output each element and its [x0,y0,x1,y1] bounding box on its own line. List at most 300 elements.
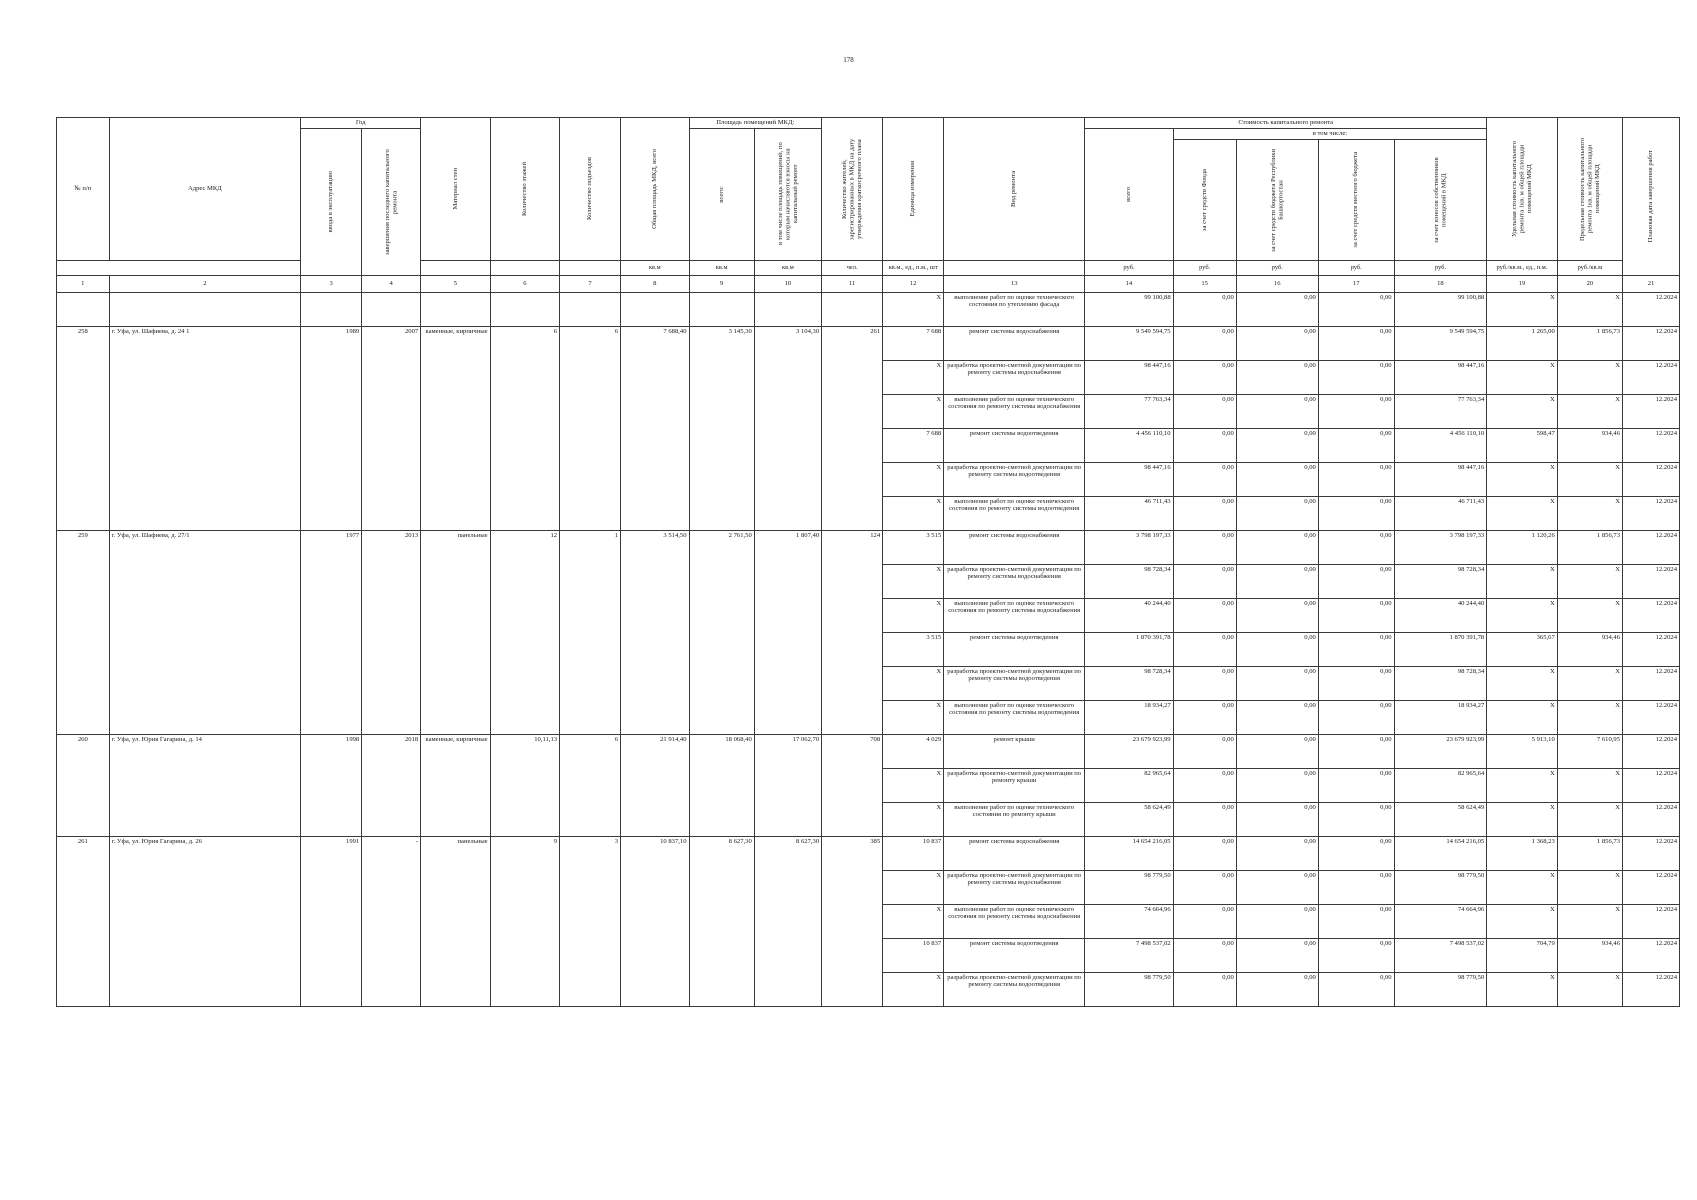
unit-cell: X [883,870,944,904]
cost-local-cell: 0,00 [1318,496,1394,530]
column-number: 6 [490,275,559,292]
premises-total-cell [689,768,754,802]
address-cell [109,700,301,734]
cost-fund-cell: 0,00 [1173,462,1236,496]
wall-material-cell [421,972,490,1006]
planned-date-cell: 12.2024 [1623,802,1680,836]
header-unit: Единица измерения [883,118,944,261]
specific-cost-cell: 365,67 [1487,632,1558,666]
cost-owners-cell: 77 763,34 [1394,394,1487,428]
residents-cell [822,462,883,496]
row-number: 260 [57,734,110,768]
row-number [57,564,110,598]
work-type-cell: разработка проектно-сметной документации по ремонту системы водоотведения [944,462,1085,496]
unit-cell: 3 515 [883,632,944,666]
cost-fund-cell: 0,00 [1173,700,1236,734]
floors-cell [490,768,559,802]
residents-cell [822,292,883,326]
entrances-cell [560,564,621,598]
cost-fund-cell: 0,00 [1173,564,1236,598]
year-repair-cell [362,360,421,394]
year-repair-cell: 2007 [362,326,421,360]
row-number: 259 [57,530,110,564]
premises-total-cell [689,428,754,462]
unit-cell: X [883,768,944,802]
planned-date-cell: 12.2024 [1623,530,1680,564]
cost-total-cell: 18 934,27 [1085,700,1173,734]
planned-date-cell: 12.2024 [1623,938,1680,972]
header-year-commission: ввода в эксплуатацию [301,129,362,276]
cost-fund-cell: 0,00 [1173,632,1236,666]
cost-owners-cell: 14 654 216,05 [1394,836,1487,870]
year-repair-cell [362,972,421,1006]
planned-date-cell: 12.2024 [1623,768,1680,802]
specific-cost-cell: X [1487,666,1558,700]
premises-fund-cell: 1 807,40 [754,530,821,564]
cost-total-cell: 58 624,49 [1085,802,1173,836]
column-number: 9 [689,275,754,292]
premises-fund-cell [754,972,821,1006]
cost-local-cell: 0,00 [1318,564,1394,598]
cost-local-cell: 0,00 [1318,462,1394,496]
work-type-cell: разработка проектно-сметной документации по ремонту системы водоснабжения [944,870,1085,904]
cost-total-cell: 46 711,43 [1085,496,1173,530]
cost-total-cell: 7 498 537,02 [1085,938,1173,972]
planned-date-cell: 12.2024 [1623,428,1680,462]
column-number: 15 [1173,275,1236,292]
capital-repair-table [56,117,1680,1007]
premises-total-cell [689,938,754,972]
cost-republic-cell: 0,00 [1236,938,1318,972]
work-type-cell: ремонт системы водоснабжения [944,326,1085,360]
limit-cost-cell: 934,46 [1557,428,1622,462]
total-area-cell [621,462,689,496]
limit-cost-cell: X [1557,768,1622,802]
residents-cell [822,904,883,938]
residents-cell [822,802,883,836]
header-premises-total: всего: [689,129,754,261]
residents-cell [822,666,883,700]
address-cell: г. Уфа, ул. Шафиева, д. 24 1 [109,326,301,360]
premises-total-cell: 2 761,50 [689,530,754,564]
wall-material-cell [421,496,490,530]
address-cell [109,768,301,802]
header-limit-cost: Предельная стоимость капитального ремонта 1кв. м общей площади помещений МКД [1557,118,1622,261]
table-row [57,870,1680,904]
address-cell [109,666,301,700]
cost-owners-cell: 58 624,49 [1394,802,1487,836]
table-row [57,360,1680,394]
residents-cell [822,938,883,972]
address-cell: г. Уфа, ул. Юрия Гагарина, д. 26 [109,836,301,870]
total-area-cell [621,938,689,972]
specific-cost-cell: X [1487,292,1558,326]
premises-fund-cell [754,870,821,904]
unit-cell: 7 688 [883,326,944,360]
limit-cost-cell: 1 856,73 [1557,836,1622,870]
specific-cost-cell: X [1487,598,1558,632]
table-row [57,598,1680,632]
total-area-cell [621,394,689,428]
residents-cell [822,564,883,598]
limit-cost-cell: X [1557,700,1622,734]
cost-owners-cell: 40 244,40 [1394,598,1487,632]
unit-cell: X [883,904,944,938]
column-number: 10 [754,275,821,292]
total-area-cell: 10 837,10 [621,836,689,870]
table-row [57,734,1680,768]
year-commission-cell [301,666,362,700]
planned-date-cell: 12.2024 [1623,870,1680,904]
residents-cell: 124 [822,530,883,564]
cost-owners-cell: 99 100,88 [1394,292,1487,326]
cost-fund-cell: 0,00 [1173,938,1236,972]
premises-total-cell: 18 068,40 [689,734,754,768]
header-cost-total: всего [1085,129,1173,261]
floors-cell: 9 [490,836,559,870]
limit-cost-cell: X [1557,802,1622,836]
unit-cell: X [883,496,944,530]
header-cost-owners: за счет взносов собственников помещений в МКД [1394,139,1487,260]
entrances-cell [560,394,621,428]
work-type-cell: выполнение работ по оценке технического состояния по ремонту крыши [944,802,1085,836]
premises-fund-cell: 8 627,30 [754,836,821,870]
table-header [57,118,1680,293]
limit-cost-cell: X [1557,564,1622,598]
year-commission-cell [301,802,362,836]
cost-local-cell: 0,00 [1318,802,1394,836]
row-number [57,598,110,632]
entrances-cell [560,938,621,972]
address-cell [109,428,301,462]
unit-cell: 4 029 [883,734,944,768]
page-number: 178 [843,56,854,64]
planned-date-cell: 12.2024 [1623,632,1680,666]
limit-cost-cell: 934,46 [1557,938,1622,972]
year-commission-cell: 1977 [301,530,362,564]
entrances-cell [560,904,621,938]
cost-total-cell: 3 798 197,33 [1085,530,1173,564]
unit-cell: 10 837 [883,938,944,972]
cost-republic-cell: 0,00 [1236,972,1318,1006]
cost-fund-cell: 0,00 [1173,666,1236,700]
cost-republic-cell: 0,00 [1236,360,1318,394]
year-commission-cell [301,394,362,428]
cost-local-cell: 0,00 [1318,734,1394,768]
residents-cell: 708 [822,734,883,768]
planned-date-cell: 12.2024 [1623,700,1680,734]
cost-republic-cell: 0,00 [1236,904,1318,938]
unit-cell: X [883,598,944,632]
total-area-cell [621,904,689,938]
column-numbers-row [57,275,1680,292]
total-area-cell [621,598,689,632]
cost-owners-cell: 3 798 197,33 [1394,530,1487,564]
cost-owners-cell: 98 779,50 [1394,972,1487,1006]
table-row [57,496,1680,530]
planned-date-cell: 12.2024 [1623,394,1680,428]
row-number [57,666,110,700]
specific-cost-cell: X [1487,768,1558,802]
specific-cost-cell: 704,79 [1487,938,1558,972]
premises-total-cell [689,564,754,598]
table-row [57,292,1680,326]
total-area-cell [621,496,689,530]
entrances-cell: 3 [560,836,621,870]
total-area-cell [621,666,689,700]
column-number: 19 [1487,275,1558,292]
unit-cell: 10 837 [883,836,944,870]
unit-cell: кв.м [621,260,689,275]
cost-total-cell: 98 447,16 [1085,360,1173,394]
entrances-cell: 6 [560,326,621,360]
specific-cost-cell: X [1487,360,1558,394]
wall-material-cell: панельные [421,530,490,564]
premises-total-cell [689,972,754,1006]
total-area-cell [621,972,689,1006]
premises-fund-cell [754,394,821,428]
header-cost-incl: в том числе: [1173,129,1487,140]
residents-cell: 261 [822,326,883,360]
cost-local-cell: 0,00 [1318,360,1394,394]
entrances-cell: 6 [560,734,621,768]
premises-total-cell: 8 627,30 [689,836,754,870]
planned-date-cell: 12.2024 [1623,904,1680,938]
column-number: 5 [421,275,490,292]
cost-local-cell: 0,00 [1318,904,1394,938]
table-row [57,802,1680,836]
year-repair-cell [362,802,421,836]
table-row [57,564,1680,598]
specific-cost-cell: X [1487,394,1558,428]
year-repair-cell [362,666,421,700]
cost-owners-cell: 7 498 537,02 [1394,938,1487,972]
unit-cell: X [883,360,944,394]
premises-fund-cell [754,700,821,734]
planned-date-cell: 12.2024 [1623,598,1680,632]
header-year-last-repair: завершения последнего капитального ремонта [362,129,421,276]
total-area-cell [621,292,689,326]
wall-material-cell [421,802,490,836]
wall-material-cell [421,632,490,666]
work-type-cell: ремонт системы водоотведения [944,428,1085,462]
wall-material-cell [421,870,490,904]
year-repair-cell [362,632,421,666]
address-cell: г. Уфа, ул. Юрия Гагарина, д. 14 [109,734,301,768]
table-row [57,394,1680,428]
cost-fund-cell: 0,00 [1173,530,1236,564]
address-cell [109,394,301,428]
cost-total-cell: 98 779,50 [1085,972,1173,1006]
cost-total-cell: 9 549 594,75 [1085,326,1173,360]
wall-material-cell: каменные, кирпичные [421,734,490,768]
header-wall-material: Материал стен [421,118,490,261]
year-commission-cell: 1998 [301,734,362,768]
cost-owners-cell: 23 679 923,99 [1394,734,1487,768]
cost-total-cell: 77 763,34 [1085,394,1173,428]
column-number: 3 [301,275,362,292]
address-cell [109,938,301,972]
year-repair-cell: 2018 [362,734,421,768]
work-type-cell: ремонт системы водоснабжения [944,836,1085,870]
year-repair-cell [362,462,421,496]
limit-cost-cell: X [1557,870,1622,904]
premises-fund-cell: 17 062,70 [754,734,821,768]
planned-date-cell: 12.2024 [1623,496,1680,530]
cost-republic-cell: 0,00 [1236,292,1318,326]
cost-fund-cell: 0,00 [1173,972,1236,1006]
cost-republic-cell: 0,00 [1236,870,1318,904]
planned-date-cell: 12.2024 [1623,326,1680,360]
cost-owners-cell: 98 447,16 [1394,462,1487,496]
wall-material-cell [421,360,490,394]
specific-cost-cell: X [1487,904,1558,938]
floors-cell [490,564,559,598]
cost-republic-cell: 0,00 [1236,564,1318,598]
limit-cost-cell: X [1557,394,1622,428]
specific-cost-cell: X [1487,972,1558,1006]
cost-local-cell: 0,00 [1318,836,1394,870]
table-row [57,768,1680,802]
planned-date-cell: 12.2024 [1623,292,1680,326]
work-type-cell: разработка проектно-сметной документации по ремонту системы водоотведения [944,972,1085,1006]
residents-cell [822,360,883,394]
row-number [57,632,110,666]
year-repair-cell [362,768,421,802]
residents-cell [822,598,883,632]
cost-local-cell: 0,00 [1318,394,1394,428]
entrances-cell [560,870,621,904]
cost-fund-cell: 0,00 [1173,326,1236,360]
year-repair-cell [362,904,421,938]
residents-cell [822,428,883,462]
cost-republic-cell: 0,00 [1236,462,1318,496]
unit-cell: X [883,802,944,836]
row-number [57,768,110,802]
cost-fund-cell: 0,00 [1173,768,1236,802]
column-number: 20 [1557,275,1622,292]
specific-cost-cell: 598,47 [1487,428,1558,462]
year-commission-cell [301,598,362,632]
cost-total-cell: 40 244,40 [1085,598,1173,632]
specific-cost-cell: 1 265,00 [1487,326,1558,360]
year-commission-cell [301,428,362,462]
floors-cell [490,802,559,836]
cost-fund-cell: 0,00 [1173,428,1236,462]
limit-cost-cell: X [1557,360,1622,394]
column-number: 13 [944,275,1085,292]
year-repair-cell [362,292,421,326]
table-row [57,972,1680,1006]
row-number [57,394,110,428]
column-number: 12 [883,275,944,292]
year-commission-cell: 1989 [301,326,362,360]
cost-fund-cell: 0,00 [1173,292,1236,326]
table-row [57,632,1680,666]
premises-fund-cell [754,938,821,972]
limit-cost-cell: 934,46 [1557,632,1622,666]
wall-material-cell: панельные [421,836,490,870]
floors-cell [490,632,559,666]
premises-fund-cell [754,598,821,632]
premises-fund-cell [754,428,821,462]
residents-cell [822,972,883,1006]
premises-fund-cell [754,904,821,938]
wall-material-cell: каменные, кирпичные [421,326,490,360]
column-number: 7 [560,275,621,292]
row-number: 258 [57,326,110,360]
year-repair-cell: 2013 [362,530,421,564]
header-cost-local: за счет средств местного бюджета [1318,139,1394,260]
column-number: 4 [362,275,421,292]
wall-material-cell [421,598,490,632]
table-row [57,836,1680,870]
premises-fund-cell [754,292,821,326]
planned-date-cell: 12.2024 [1623,360,1680,394]
address-cell [109,802,301,836]
cost-local-cell: 0,00 [1318,666,1394,700]
unit-cell: руб. [1236,260,1318,275]
cost-local-cell: 0,00 [1318,632,1394,666]
cost-republic-cell: 0,00 [1236,734,1318,768]
cost-total-cell: 4 456 110,10 [1085,428,1173,462]
unit-cell: X [883,972,944,1006]
row-number [57,428,110,462]
row-number [57,700,110,734]
address-cell [109,632,301,666]
premises-fund-cell [754,564,821,598]
limit-cost-cell: X [1557,462,1622,496]
premises-total-cell [689,666,754,700]
total-area-cell: 21 914,40 [621,734,689,768]
specific-cost-cell: X [1487,700,1558,734]
cost-owners-cell: 74 664,96 [1394,904,1487,938]
row-number [57,802,110,836]
header-cost-fund: за счет средств Фонда [1173,139,1236,260]
year-commission-cell [301,564,362,598]
wall-material-cell [421,564,490,598]
cost-fund-cell: 0,00 [1173,360,1236,394]
limit-cost-cell: X [1557,292,1622,326]
work-type-cell: ремонт системы водоотведения [944,632,1085,666]
planned-date-cell: 12.2024 [1623,836,1680,870]
limit-cost-cell: X [1557,598,1622,632]
cost-fund-cell: 0,00 [1173,870,1236,904]
premises-fund-cell [754,768,821,802]
cost-republic-cell: 0,00 [1236,700,1318,734]
unit-cell: X [883,564,944,598]
column-number: 16 [1236,275,1318,292]
floors-cell [490,292,559,326]
unit-cell: X [883,666,944,700]
unit-cell: X [883,292,944,326]
planned-date-cell: 12.2024 [1623,734,1680,768]
row-number [57,360,110,394]
specific-cost-cell: 1 120,26 [1487,530,1558,564]
premises-fund-cell [754,360,821,394]
table-row [57,700,1680,734]
year-repair-cell [362,564,421,598]
table-row [57,428,1680,462]
header-num: № п/п [57,118,110,261]
year-repair-cell [362,598,421,632]
work-type-cell: разработка проектно-сметной документации по ремонту системы водоотведения [944,666,1085,700]
row-number [57,870,110,904]
wall-material-cell [421,938,490,972]
entrances-cell [560,802,621,836]
cost-owners-cell: 1 870 391,78 [1394,632,1487,666]
cost-republic-cell: 0,00 [1236,802,1318,836]
